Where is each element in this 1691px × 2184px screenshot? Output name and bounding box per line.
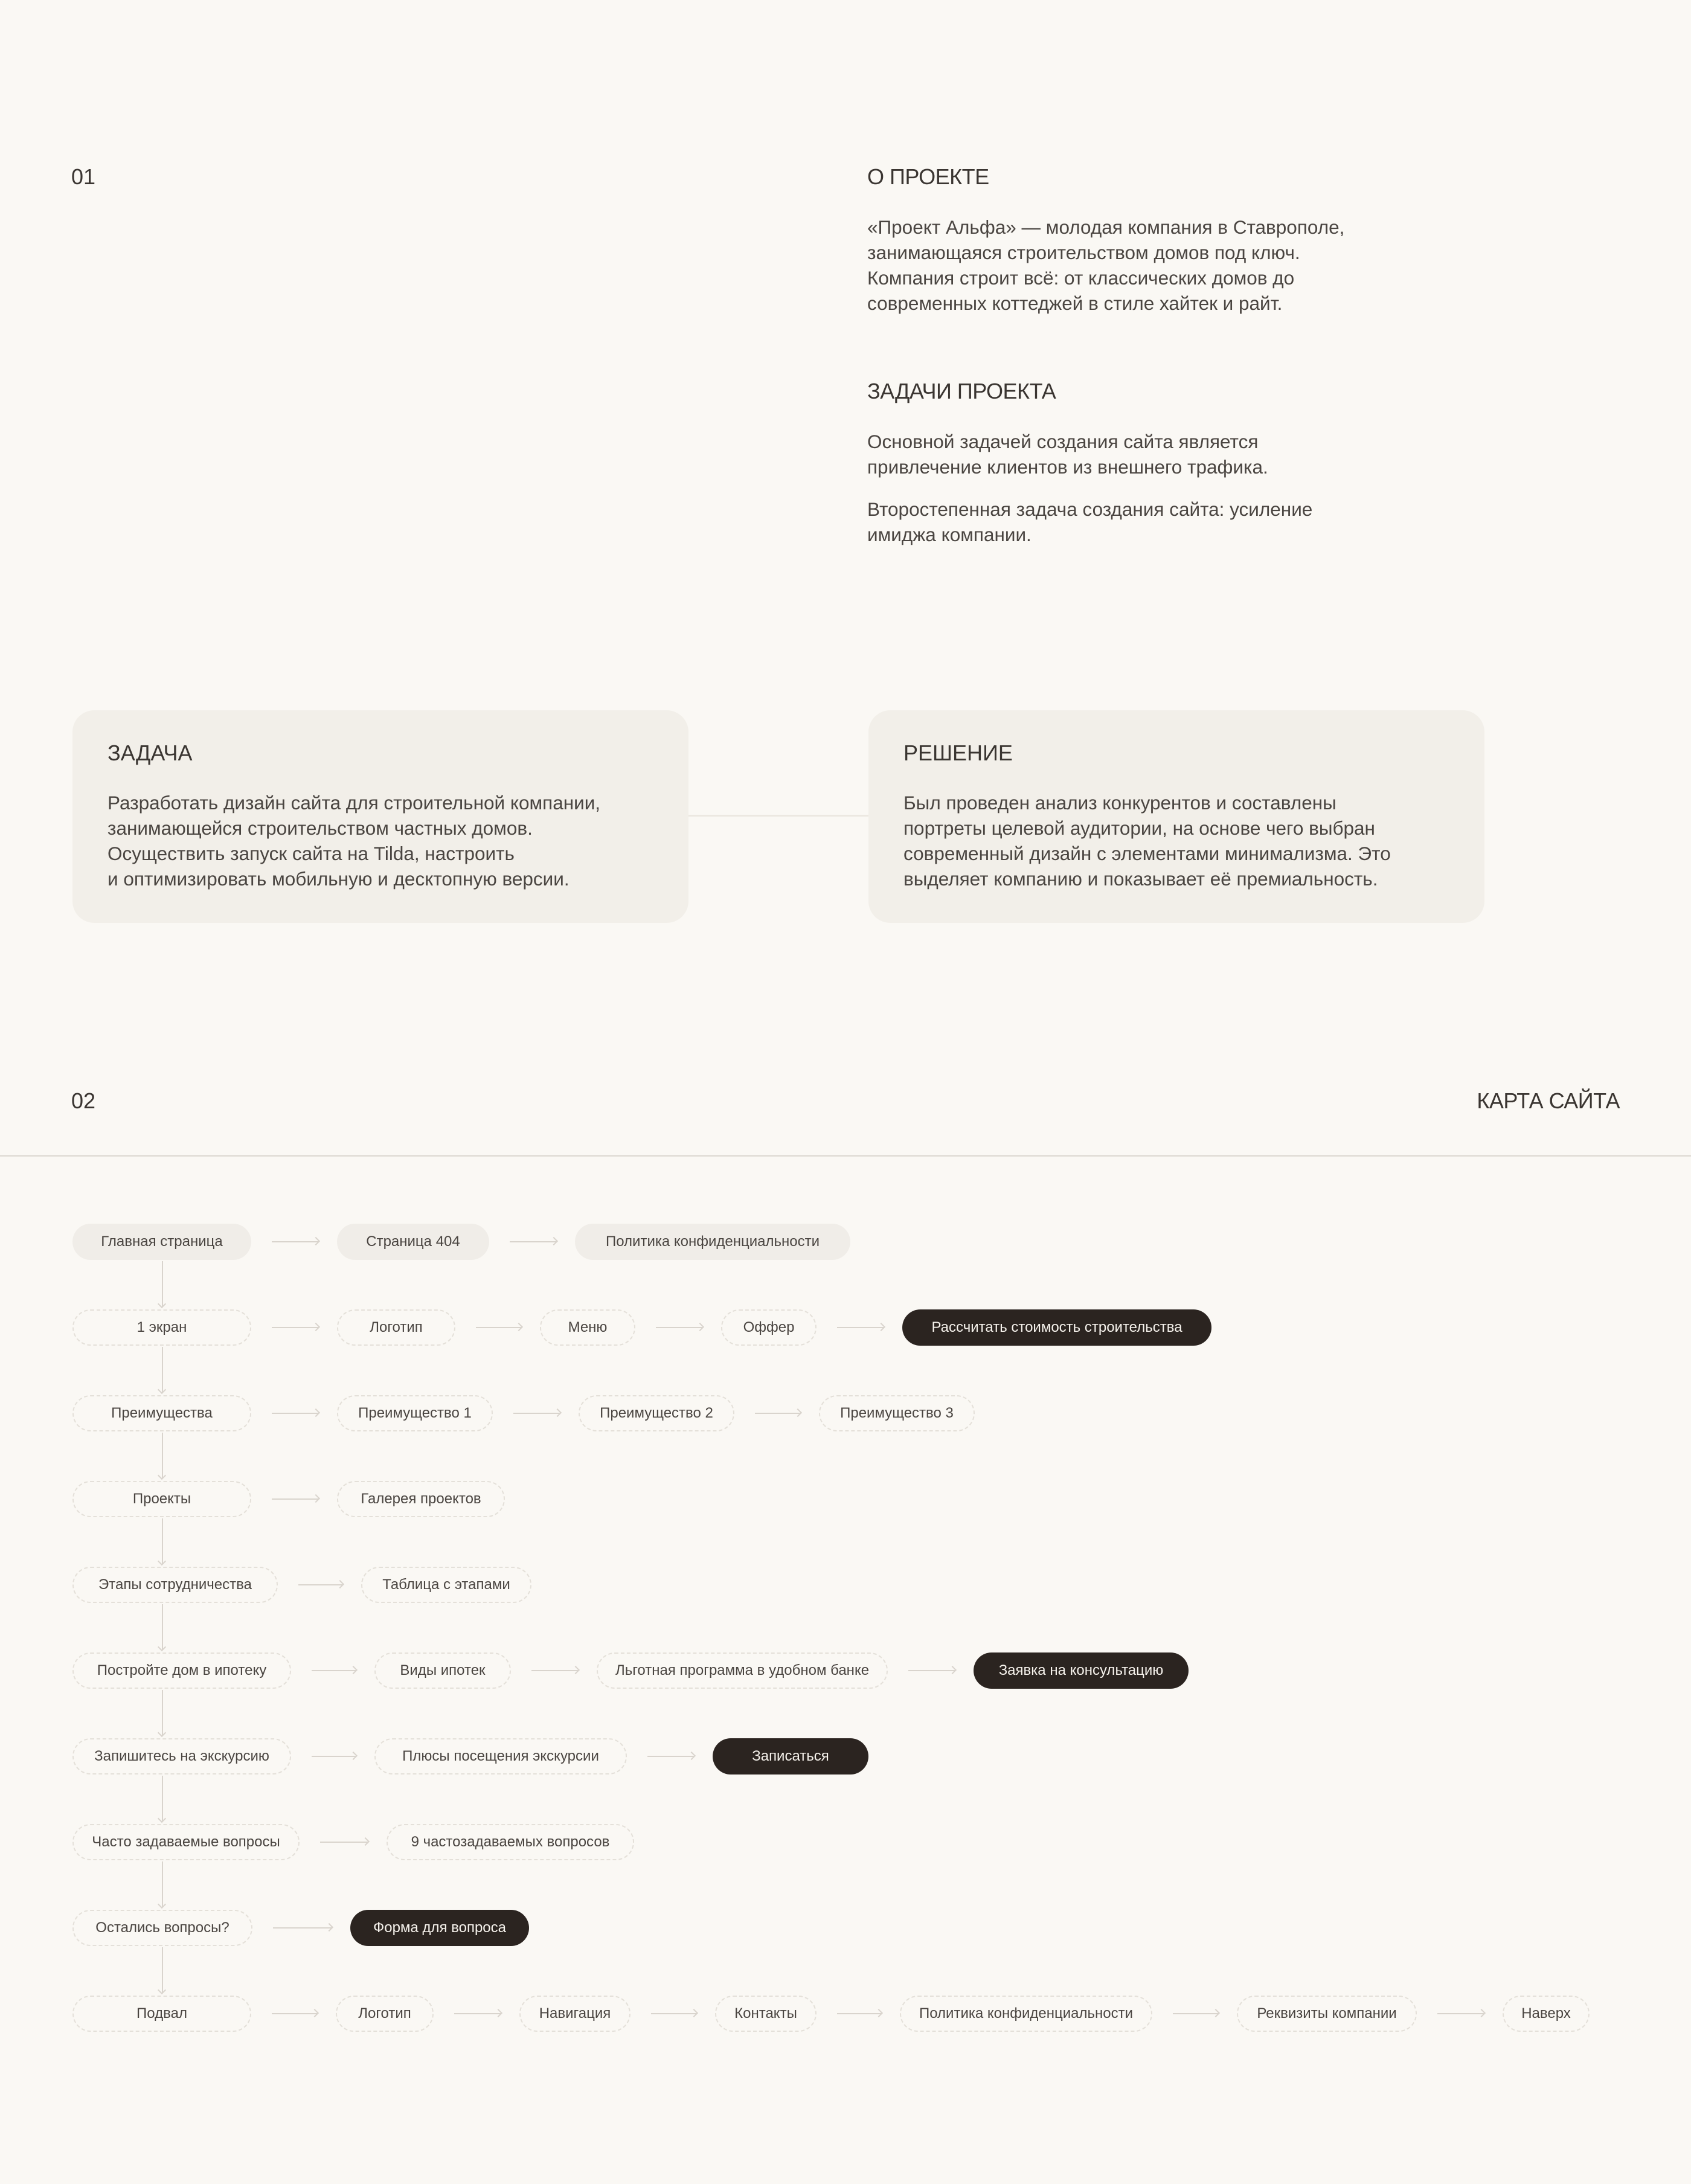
sitemap-node: Меню: [540, 1309, 635, 1346]
task-card: [72, 710, 688, 923]
sitemap-node: Политика конфиденциальности: [900, 1996, 1152, 2032]
sitemap-arrow: [510, 1241, 557, 1242]
sitemap-node: Форма для вопроса: [350, 1910, 529, 1946]
sitemap-node: Постройте дом в ипотеку: [72, 1652, 291, 1689]
solution-card: [868, 710, 1484, 923]
sitemap-node: Главная страница: [72, 1224, 251, 1260]
sitemap-arrow: [513, 1413, 560, 1414]
sitemap-node: Оффер: [721, 1309, 817, 1346]
about-title: О ПРОЕКТЕ: [867, 164, 989, 189]
sitemap-arrow: [908, 1670, 955, 1671]
sitemap-node: Заявка на консультацию: [974, 1652, 1189, 1689]
sitemap-arrow: [272, 1498, 319, 1500]
sitemap-down-arrow: [162, 1690, 163, 1736]
sitemap-arrow: [651, 2013, 697, 2014]
sitemap-title: КАРТА САЙТА: [1477, 1088, 1620, 1113]
sitemap-arrow: [272, 1413, 319, 1414]
sitemap-node: Преимущества: [72, 1395, 251, 1431]
card-connector-line: [688, 815, 870, 817]
sitemap-node: 9 частозадаваемых вопросов: [387, 1824, 634, 1860]
sitemap-arrow: [647, 1756, 695, 1757]
task-text: Разработать дизайн сайта для строительной компании, занимающейся строительством частных домов. Осуществить запуск сайта на Tilda, настроить и оптимизировать мобильную и десктопную версии.: [107, 792, 601, 890]
sitemap-node: Плюсы посещения экскурсии: [374, 1738, 627, 1774]
sitemap-node: Остались вопросы?: [72, 1910, 252, 1946]
sitemap-arrow: [837, 2013, 882, 2014]
section-divider: [0, 1155, 1691, 1157]
sitemap-node: Наверх: [1503, 1996, 1590, 2032]
about-text: «Проект Альфа» — молодая компания в Ставрополе, занимающаяся строительством домов под ключ. Компания строит всё: от классических домов до современных коттеджей в стиле хайтек и райт.: [867, 216, 1345, 314]
sitemap-down-arrow: [162, 1861, 163, 1907]
sitemap-node: Записаться: [713, 1738, 868, 1774]
sitemap-node: Часто задаваемые вопросы: [72, 1824, 300, 1860]
solution-text: Был проведен анализ конкурентов и составлены портреты целевой аудитории, на основе чего выбран современный дизайн с элементами минимализма. Это выделяет компанию и показывает её премиальность.: [903, 792, 1391, 890]
sitemap-node: Реквизиты компании: [1237, 1996, 1417, 2032]
sitemap-node: Навигация: [519, 1996, 631, 2032]
sitemap-arrow: [837, 1327, 884, 1328]
sitemap-node: Контакты: [715, 1996, 817, 2032]
sitemap-node: Галерея проектов: [337, 1481, 505, 1517]
sitemap-arrow: [476, 1327, 522, 1328]
sitemap-arrow: [272, 1327, 319, 1328]
sitemap-node: Преимущество 3: [819, 1395, 975, 1431]
sitemap-node: Логотип: [337, 1309, 455, 1346]
sitemap-node: Преимущество 1: [337, 1395, 493, 1431]
sitemap-down-arrow: [162, 1261, 163, 1307]
sitemap-node: Страница 404: [337, 1224, 489, 1260]
sitemap-arrow: [656, 1327, 703, 1328]
sitemap-arrow: [298, 1584, 343, 1585]
sitemap-down-arrow: [162, 1776, 163, 1822]
sitemap-arrow: [272, 1241, 319, 1242]
sitemap-arrow: [312, 1756, 356, 1757]
sitemap-node: Подвал: [72, 1996, 251, 2032]
sitemap-arrow: [454, 2013, 501, 2014]
sitemap-node: Проекты: [72, 1481, 251, 1517]
sitemap-node: Таблица с этапами: [361, 1567, 531, 1603]
sitemap-node: Льготная программа в удобном банке: [597, 1652, 888, 1689]
sitemap-node: Виды ипотек: [374, 1652, 511, 1689]
sitemap-down-arrow: [162, 1347, 163, 1393]
sitemap-node: 1 экран: [72, 1309, 251, 1346]
goals-text-primary: Основной задачей создания сайта является привлечение клиентов из внешнего трафика.: [867, 431, 1268, 478]
sitemap-node: Этапы сотрудничества: [72, 1567, 278, 1603]
task-title: ЗАДАЧА: [107, 740, 193, 765]
sitemap-node: Запишитесь на экскурсию: [72, 1738, 291, 1774]
sitemap-down-arrow: [162, 1947, 163, 1993]
sitemap-arrow: [1437, 2013, 1484, 2014]
goals-title: ЗАДАЧИ ПРОЕКТА: [867, 379, 1056, 403]
sitemap-node: Рассчитать стоимость строительства: [902, 1309, 1211, 1346]
sitemap-arrow: [272, 2013, 318, 2014]
sitemap-arrow: [531, 1670, 579, 1671]
sitemap-node: Политика конфиденциальности: [575, 1224, 850, 1260]
sitemap-down-arrow: [162, 1604, 163, 1650]
solution-title: РЕШЕНИЕ: [903, 740, 1013, 765]
sitemap-arrow: [312, 1670, 356, 1671]
sitemap-down-arrow: [162, 1518, 163, 1564]
sitemap-arrow: [320, 1842, 368, 1843]
goals-text-secondary: Второстепенная задача создания сайта: усиление имиджа компании.: [867, 498, 1313, 545]
sitemap-arrow: [755, 1413, 801, 1414]
section-number-02: 02: [71, 1088, 96, 1113]
sitemap-arrow: [1173, 2013, 1219, 2014]
sitemap-node: Преимущество 2: [579, 1395, 734, 1431]
sitemap-down-arrow: [162, 1433, 163, 1479]
sitemap-node: Логотип: [336, 1996, 434, 2032]
section-number-01: 01: [71, 164, 96, 189]
sitemap-arrow: [273, 1927, 332, 1929]
